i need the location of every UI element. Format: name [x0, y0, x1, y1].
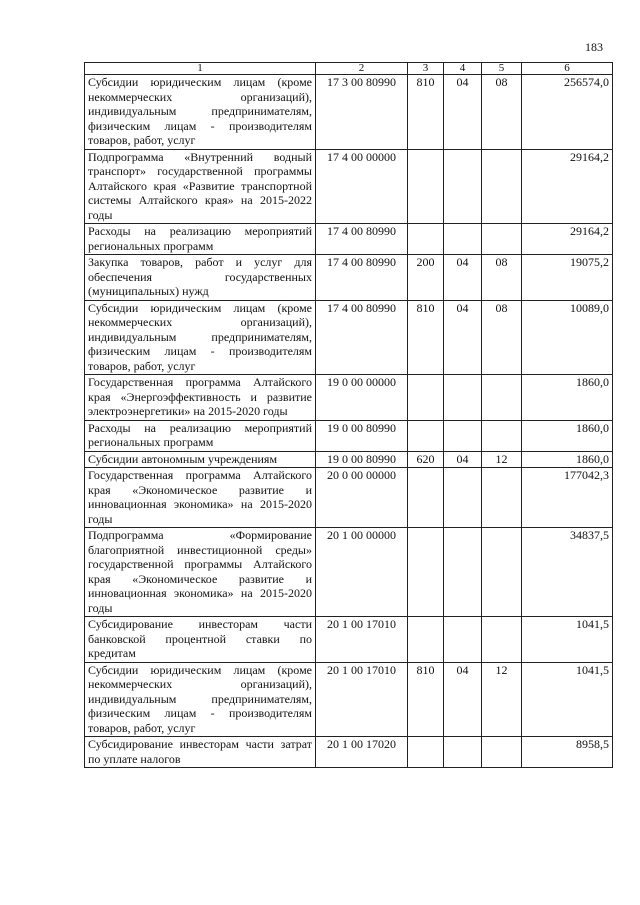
row-subsection — [482, 737, 522, 768]
row-expense-type: 810 — [408, 300, 444, 375]
row-name: Субсидирование инвесторам части затрат по уплате налогов — [85, 737, 316, 768]
header-col-1: 1 — [85, 63, 316, 75]
row-code: 17 3 00 80990 — [316, 75, 408, 150]
table-row — [85, 662, 613, 737]
row-code: 20 0 00 00000 — [316, 468, 408, 528]
row-expense-type — [408, 737, 444, 768]
page-number: 183 — [585, 40, 603, 54]
row-expense-type: 810 — [408, 662, 444, 737]
table-row — [85, 468, 613, 528]
row-name: Подпрограмма «Внутренний водный транспорт» государственной программы Алтайского края «Развитие транспортной системы Алтайского края» на 2015-2022 годы — [85, 149, 316, 224]
row-subsection — [482, 375, 522, 421]
row-subsection — [482, 528, 522, 617]
row-subsection — [482, 149, 522, 224]
row-section — [444, 737, 482, 768]
header-row — [85, 63, 613, 75]
table-row — [85, 420, 613, 451]
row-section: 04 — [444, 75, 482, 150]
row-subsection: 08 — [482, 300, 522, 375]
row-amount: 256574,0 — [522, 75, 613, 150]
row-amount: 1860,0 — [522, 451, 613, 468]
row-code: 17 4 00 80990 — [316, 300, 408, 375]
table-row — [85, 451, 613, 468]
row-section: 04 — [444, 300, 482, 375]
row-amount: 1041,5 — [522, 662, 613, 737]
table-row — [85, 300, 613, 375]
row-subsection — [482, 468, 522, 528]
row-subsection — [482, 224, 522, 255]
header-col-6: 6 — [522, 63, 613, 75]
row-section: 04 — [444, 662, 482, 737]
row-expense-type — [408, 420, 444, 451]
row-section: 04 — [444, 255, 482, 301]
row-code: 19 0 00 00000 — [316, 375, 408, 421]
row-section — [444, 224, 482, 255]
table-row — [85, 737, 613, 768]
row-code: 17 4 00 00000 — [316, 149, 408, 224]
row-subsection — [482, 420, 522, 451]
row-code: 19 0 00 80990 — [316, 451, 408, 468]
row-code: 19 0 00 80990 — [316, 420, 408, 451]
table-row — [85, 375, 613, 421]
header-col-5: 5 — [482, 63, 522, 75]
row-name: Государственная программа Алтайского края «Энергоэффективность и развитие электроэнергетики» на 2015-2020 годы — [85, 375, 316, 421]
row-expense-type — [408, 149, 444, 224]
row-expense-type: 200 — [408, 255, 444, 301]
row-section — [444, 149, 482, 224]
row-name: Субсидии юридическим лицам (кроме некоммерческих организаций), индивидуальным предпринимателям, физическим лицам - производителям товаров, работ, услуг — [85, 75, 316, 150]
row-section — [444, 420, 482, 451]
row-expense-type — [408, 468, 444, 528]
row-expense-type — [408, 528, 444, 617]
row-amount: 29164,2 — [522, 149, 613, 224]
row-code: 20 1 00 17010 — [316, 662, 408, 737]
row-amount: 19075,2 — [522, 255, 613, 301]
row-subsection: 12 — [482, 451, 522, 468]
row-name: Субсидии юридическим лицам (кроме некоммерческих организаций), индивидуальным предпринимателям, физическим лицам - производителям товаров, работ, услуг — [85, 300, 316, 375]
row-expense-type — [408, 375, 444, 421]
table-row — [85, 149, 613, 224]
row-code: 17 4 00 80990 — [316, 255, 408, 301]
row-name: Подпрограмма «Формирование благоприятной инвестиционной среды» государственной программы Алтайского края «Экономическое развитие и инновационная экономика» на 2015-2020 годы — [85, 528, 316, 617]
row-code: 20 1 00 00000 — [316, 528, 408, 617]
table-row — [85, 617, 613, 663]
row-amount: 1041,5 — [522, 617, 613, 663]
row-name: Закупка товаров, работ и услуг для обеспечения государственных (муниципальных) нужд — [85, 255, 316, 301]
table-row — [85, 75, 613, 150]
row-subsection: 08 — [482, 75, 522, 150]
row-name: Расходы на реализацию мероприятий региональных программ — [85, 224, 316, 255]
row-name: Субсидии юридическим лицам (кроме некоммерческих организаций), индивидуальным предпринимателям, физическим лицам - производителям товаров, работ, услуг — [85, 662, 316, 737]
row-amount: 29164,2 — [522, 224, 613, 255]
budget-table — [84, 62, 613, 768]
row-name: Государственная программа Алтайского края «Экономическое развитие и инновационная экономика» на 2015-2020 годы — [85, 468, 316, 528]
row-name: Субсидии автономным учреждениям — [85, 451, 316, 468]
row-name: Расходы на реализацию мероприятий региональных программ — [85, 420, 316, 451]
row-amount: 10089,0 — [522, 300, 613, 375]
row-amount: 34837,5 — [522, 528, 613, 617]
row-section: 04 — [444, 451, 482, 468]
row-amount: 8958,5 — [522, 737, 613, 768]
row-expense-type: 810 — [408, 75, 444, 150]
table-row — [85, 528, 613, 617]
row-amount: 177042,3 — [522, 468, 613, 528]
row-subsection — [482, 617, 522, 663]
row-subsection: 12 — [482, 662, 522, 737]
header-col-2: 2 — [316, 63, 408, 75]
row-code: 20 1 00 17020 — [316, 737, 408, 768]
row-section — [444, 528, 482, 617]
row-subsection: 08 — [482, 255, 522, 301]
row-name: Субсидирование инвесторам части банковской процентной ставки по кредитам — [85, 617, 316, 663]
row-amount: 1860,0 — [522, 420, 613, 451]
row-amount: 1860,0 — [522, 375, 613, 421]
row-expense-type — [408, 224, 444, 255]
header-col-4: 4 — [444, 63, 482, 75]
table-row — [85, 224, 613, 255]
row-code: 20 1 00 17010 — [316, 617, 408, 663]
row-section — [444, 375, 482, 421]
table-row — [85, 255, 613, 301]
row-code: 17 4 00 80990 — [316, 224, 408, 255]
header-col-3: 3 — [408, 63, 444, 75]
row-section — [444, 468, 482, 528]
row-expense-type: 620 — [408, 451, 444, 468]
row-expense-type — [408, 617, 444, 663]
row-section — [444, 617, 482, 663]
